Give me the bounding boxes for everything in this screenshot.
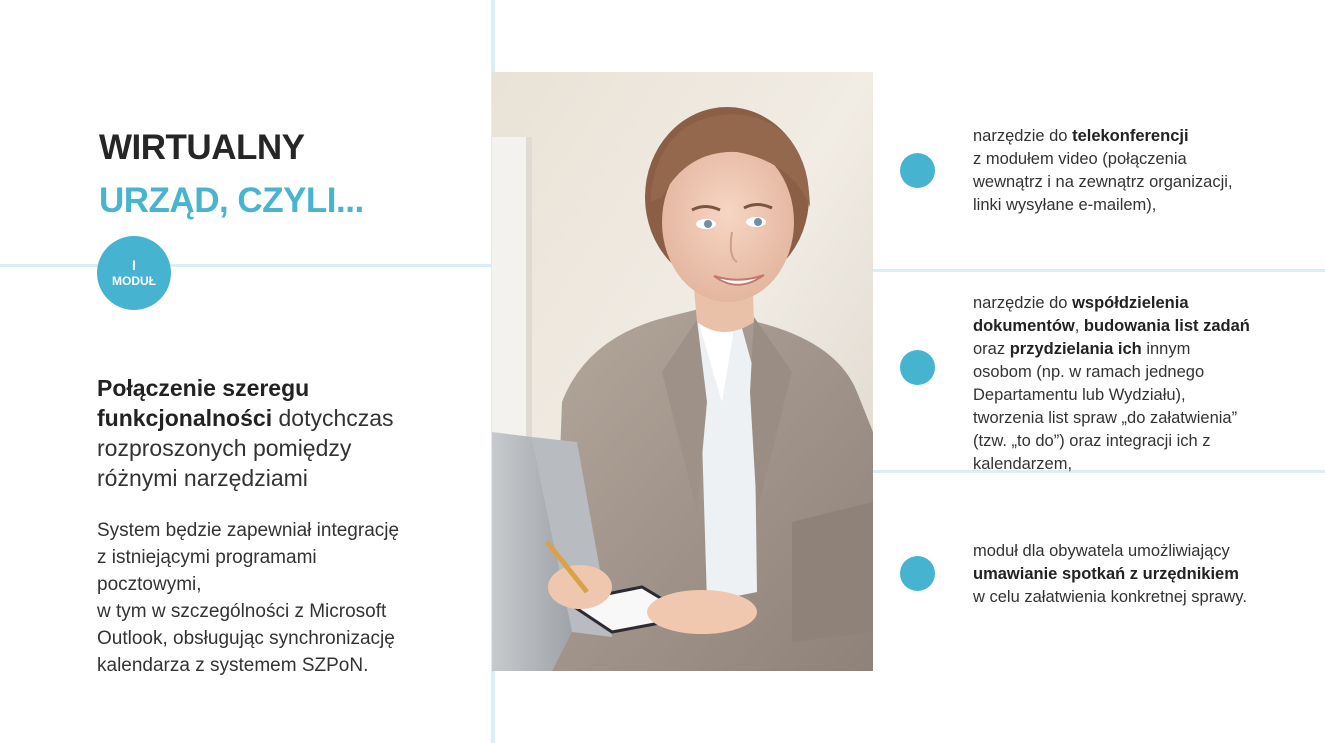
lead-bold-2: funkcjonalności — [97, 405, 273, 431]
item-telekonferencje — [973, 125, 1308, 217]
item-3-line: w celu załatwienia konkretnej sprawy. — [973, 588, 1247, 606]
item-2-l3-post: innym — [1141, 340, 1191, 358]
item-wspoldzielenie — [973, 292, 1308, 476]
bullet-dot-3 — [900, 556, 935, 591]
lead-line-4: różnymi narzędziami — [97, 465, 308, 491]
item-2-bold-a: dokumentów — [973, 317, 1075, 335]
body-text — [97, 517, 457, 679]
divider-right-1 — [873, 269, 1325, 272]
item-2-line: osobom (np. w ramach jednego — [973, 363, 1205, 381]
item-2-pre: narzędzie do — [973, 294, 1073, 312]
title-line-1: WIRTUALNY — [99, 128, 305, 167]
body-line: System będzie zapewniał integrację — [97, 520, 400, 541]
body-line: Outlook, obsługując synchronizację — [97, 628, 395, 649]
module-number: I — [132, 257, 136, 274]
title-line-2: URZĄD, CZYLI... — [99, 181, 364, 220]
item-1-pre: narzędzie do — [973, 127, 1073, 145]
body-line: z istniejącymi programami — [97, 547, 317, 568]
lead-text — [97, 373, 437, 493]
body-line: pocztowymi, — [97, 574, 202, 595]
item-2-mid: , — [1074, 317, 1084, 335]
item-3-bold: umawianie spotkań z urzędnikiem — [973, 565, 1239, 583]
bullet-dot-1 — [900, 153, 935, 188]
item-1-line: z modułem video (połączenia — [973, 150, 1187, 168]
bullet-dot-2 — [900, 350, 935, 385]
body-line: kalendarza z systemem SZPoN. — [97, 655, 369, 676]
item-2-l3-bold: przydzielania ich — [1009, 340, 1142, 358]
item-2-line: kalendarzem, — [973, 455, 1073, 473]
lead-bold-1: Połączenie szeregu — [97, 375, 310, 401]
lead-line-3: rozproszonych pomiędzy — [97, 435, 352, 461]
divider-left — [0, 264, 493, 267]
item-2-line: Departamentu lub Wydziału), — [973, 386, 1186, 404]
body-line: w tym w szczególności z Microsoft — [97, 601, 387, 622]
item-spotkania — [973, 540, 1308, 609]
module-label: MODUŁ — [112, 274, 156, 289]
item-1-bold: telekonferencji — [1072, 127, 1189, 145]
item-2-bold: współdzielenia — [1072, 294, 1189, 312]
item-1-line: linki wysyłane e-mailem), — [973, 196, 1157, 214]
module-badge — [97, 236, 171, 310]
item-2-bold-b: budowania list zadań — [1083, 317, 1250, 335]
item-2-l3-pre: oraz — [973, 340, 1010, 358]
item-2-line: tworzenia list spraw „do załatwienia” — [973, 409, 1238, 427]
item-2-line: (tzw. „to do”) oraz integracji ich z — [973, 432, 1211, 450]
item-3-line: moduł dla obywatela umożliwiający — [973, 542, 1230, 560]
businesswoman-photo — [492, 72, 873, 671]
item-1-line: wewnątrz i na zewnątrz organizacji, — [973, 173, 1233, 191]
lead-rest-2: dotychczas — [272, 405, 394, 431]
